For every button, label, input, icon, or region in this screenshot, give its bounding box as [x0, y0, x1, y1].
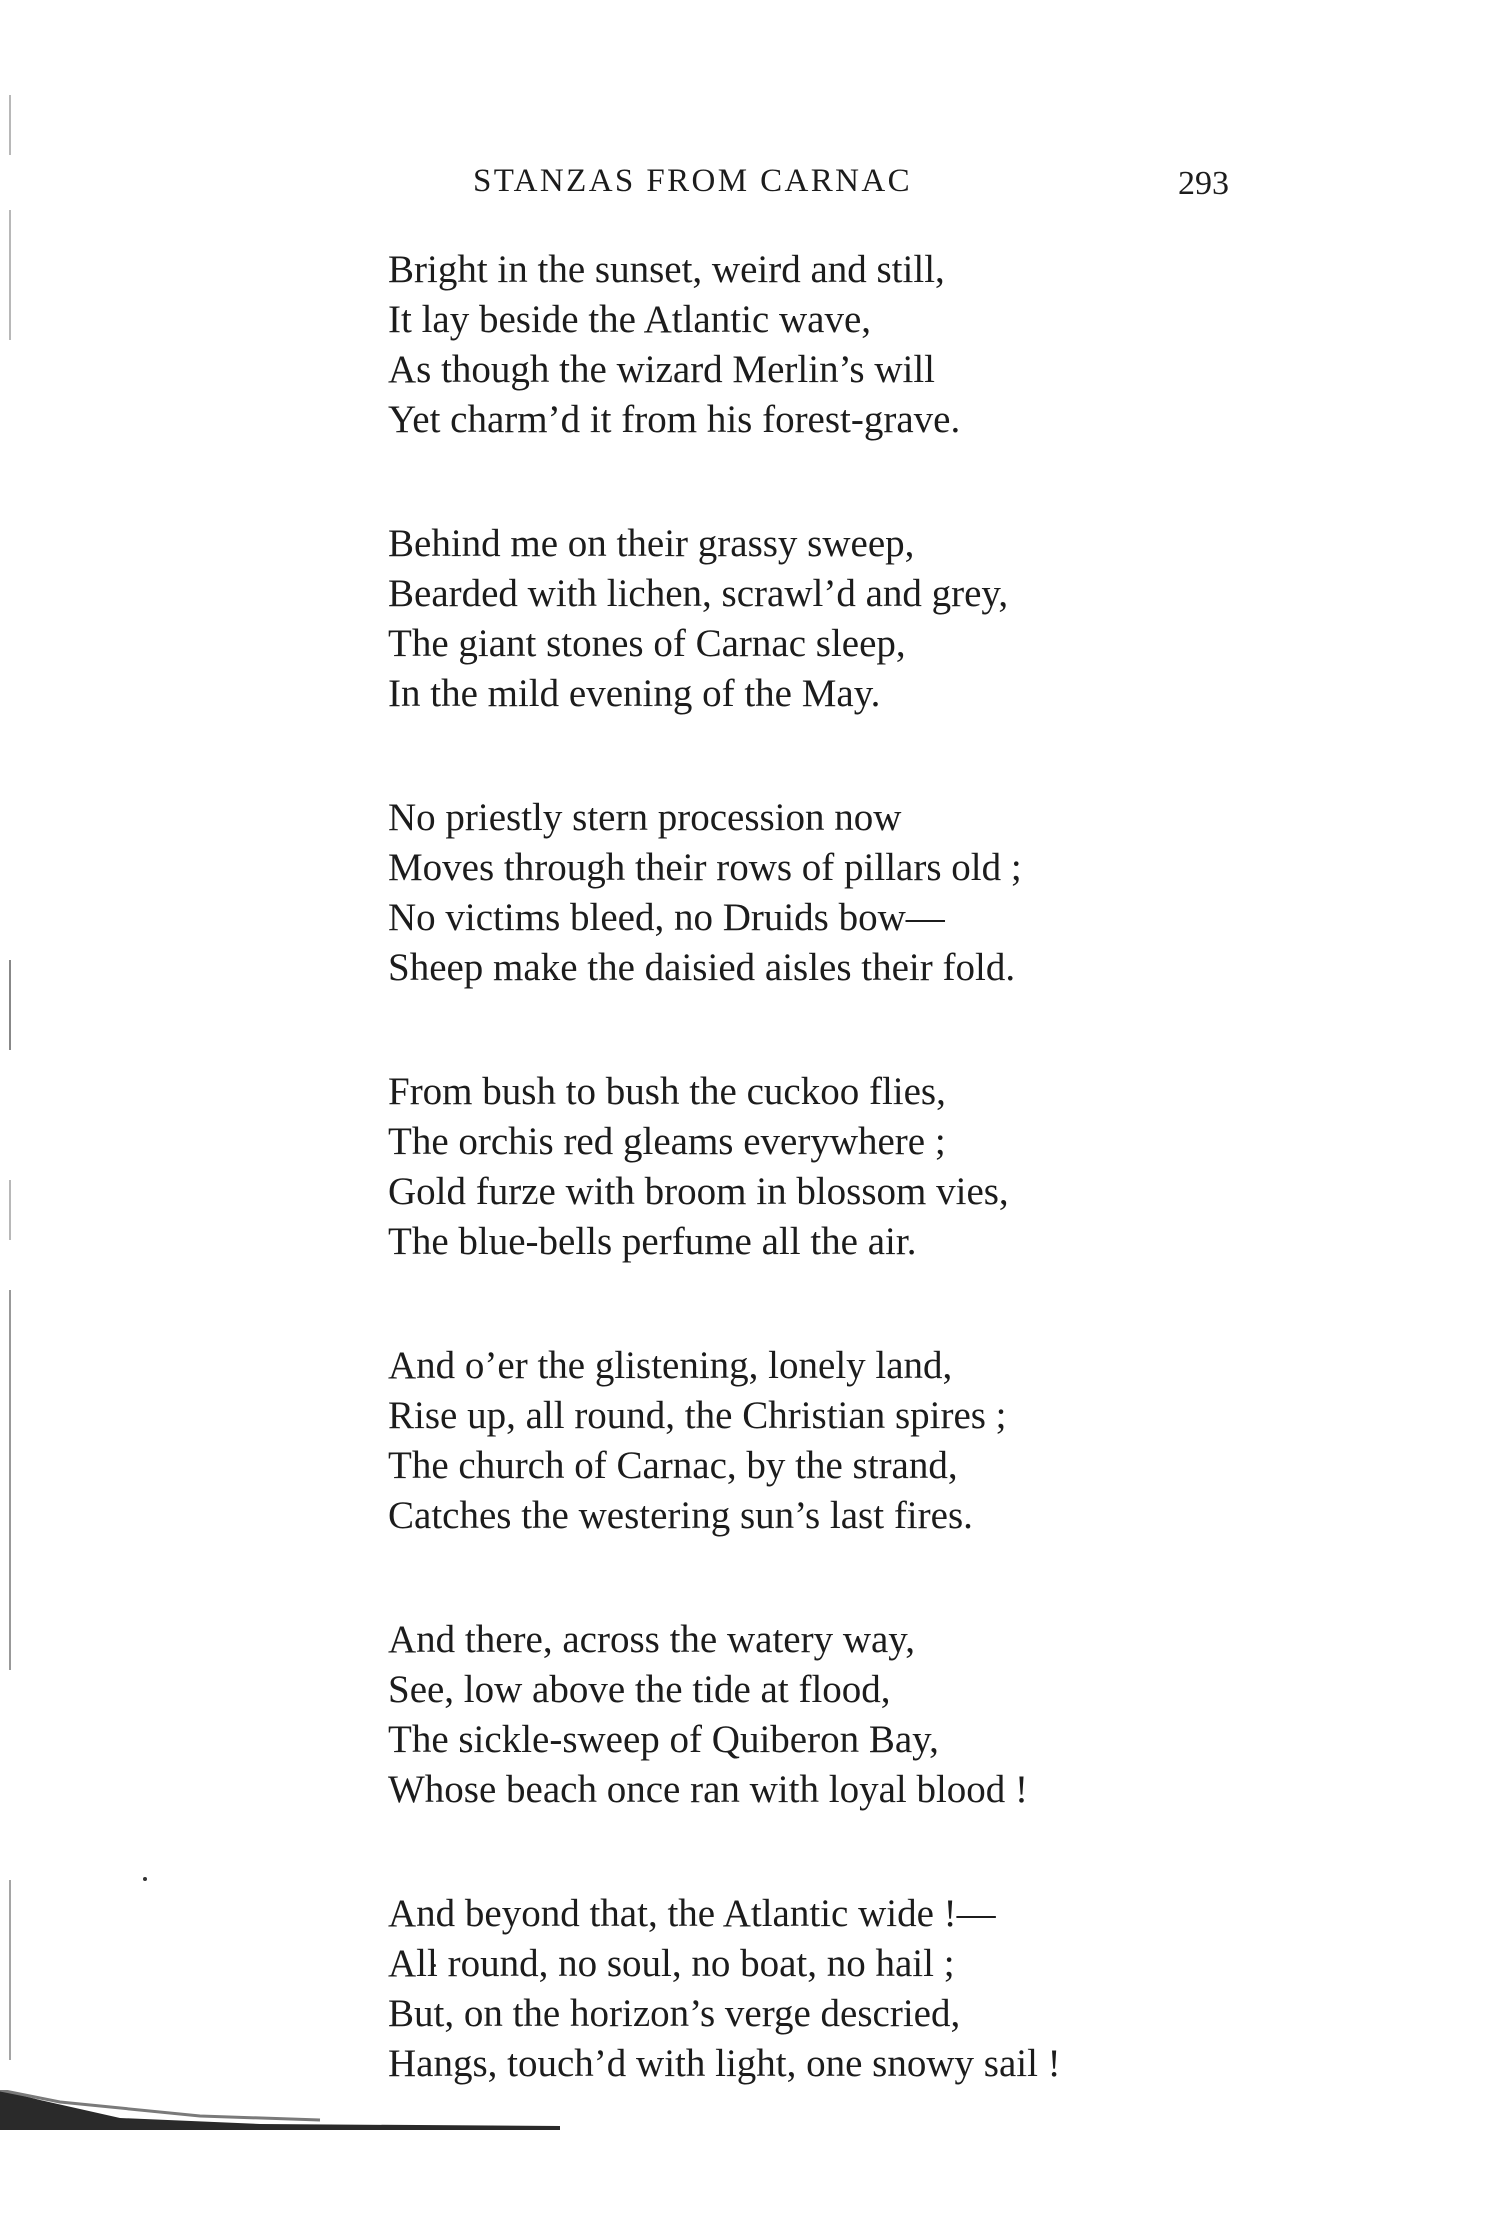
poem-line: See, low above the tide at flood, [388, 1668, 891, 1711]
gutter-edge [9, 960, 11, 1050]
poem-line: And beyond that, the Atlantic wide !— [388, 1892, 996, 1935]
poem-line: Hangs, touch’d with light, one snowy sail ! [388, 2042, 1061, 2085]
poem-line: Rise up, all round, the Christian spires ; [388, 1394, 1007, 1437]
gutter-edge [9, 95, 11, 155]
poem-line: The orchis red gleams everywhere ; [388, 1120, 946, 1163]
poem-line: All round, no soul, no boat, no hail ; [388, 1942, 955, 1985]
poem-line: The sickle-sweep of Quiberon Bay, [388, 1718, 939, 1761]
gutter-edge [9, 1180, 11, 1240]
poem-line: Sheep make the daisied aisles their fold. [388, 946, 1016, 989]
poem-line: And there, across the watery way, [388, 1618, 916, 1661]
poem-line: The blue-bells perfume all the air. [388, 1220, 917, 1263]
stanza [388, 245, 1398, 445]
poem-line: Bright in the sunset, weird and still, [388, 248, 945, 291]
stanza [388, 1341, 1398, 1541]
stanza [388, 793, 1398, 993]
poem-line: In the mild evening of the May. [388, 672, 881, 715]
poem-line: The giant stones of Carnac sleep, [388, 622, 906, 665]
poem-line: Whose beach once ran with loyal blood ! [388, 1768, 1029, 1811]
poem-line: Catches the westering sun’s last fires. [388, 1494, 973, 1537]
page-number: 293 [1178, 165, 1229, 202]
poem-line: Moves through their rows of pillars old ; [388, 846, 1022, 889]
poem-line: Gold furze with broom in blossom vies, [388, 1170, 1009, 1213]
gutter-edge [9, 210, 11, 340]
poem-line: Bearded with lichen, scrawl’d and grey, [388, 572, 1009, 615]
gutter-edge [9, 1880, 11, 2060]
stanza [388, 1889, 1398, 2089]
scan-speck [143, 1877, 147, 1881]
poem-line: Behind me on their grassy sweep, [388, 522, 915, 565]
gutter-edge [9, 1290, 11, 1670]
running-title: STANZAS FROM CARNAC [473, 163, 913, 199]
poem-line: Yet charm’d it from his forest-grave. [388, 398, 961, 441]
poem-line: As though the wizard Merlin’s will [388, 348, 936, 391]
poem-line: It lay beside the Atlantic wave, [388, 298, 872, 341]
poem-line: But, on the horizon’s verge descried, [388, 1992, 961, 2035]
poem-line: The church of Carnac, by the strand, [388, 1444, 958, 1487]
poem-line: From bush to bush the cuckoo flies, [388, 1070, 946, 1113]
stanza [388, 1067, 1398, 1267]
poem-line: And o’er the glistening, lonely land, [388, 1344, 953, 1387]
poem-line: No victims bleed, no Druids bow— [388, 896, 945, 939]
stanza [388, 1615, 1398, 1815]
poem-body [388, 245, 1398, 2163]
poem-line: No priestly stern procession now [388, 796, 902, 839]
running-head [0, 163, 1489, 213]
stanza [388, 519, 1398, 719]
